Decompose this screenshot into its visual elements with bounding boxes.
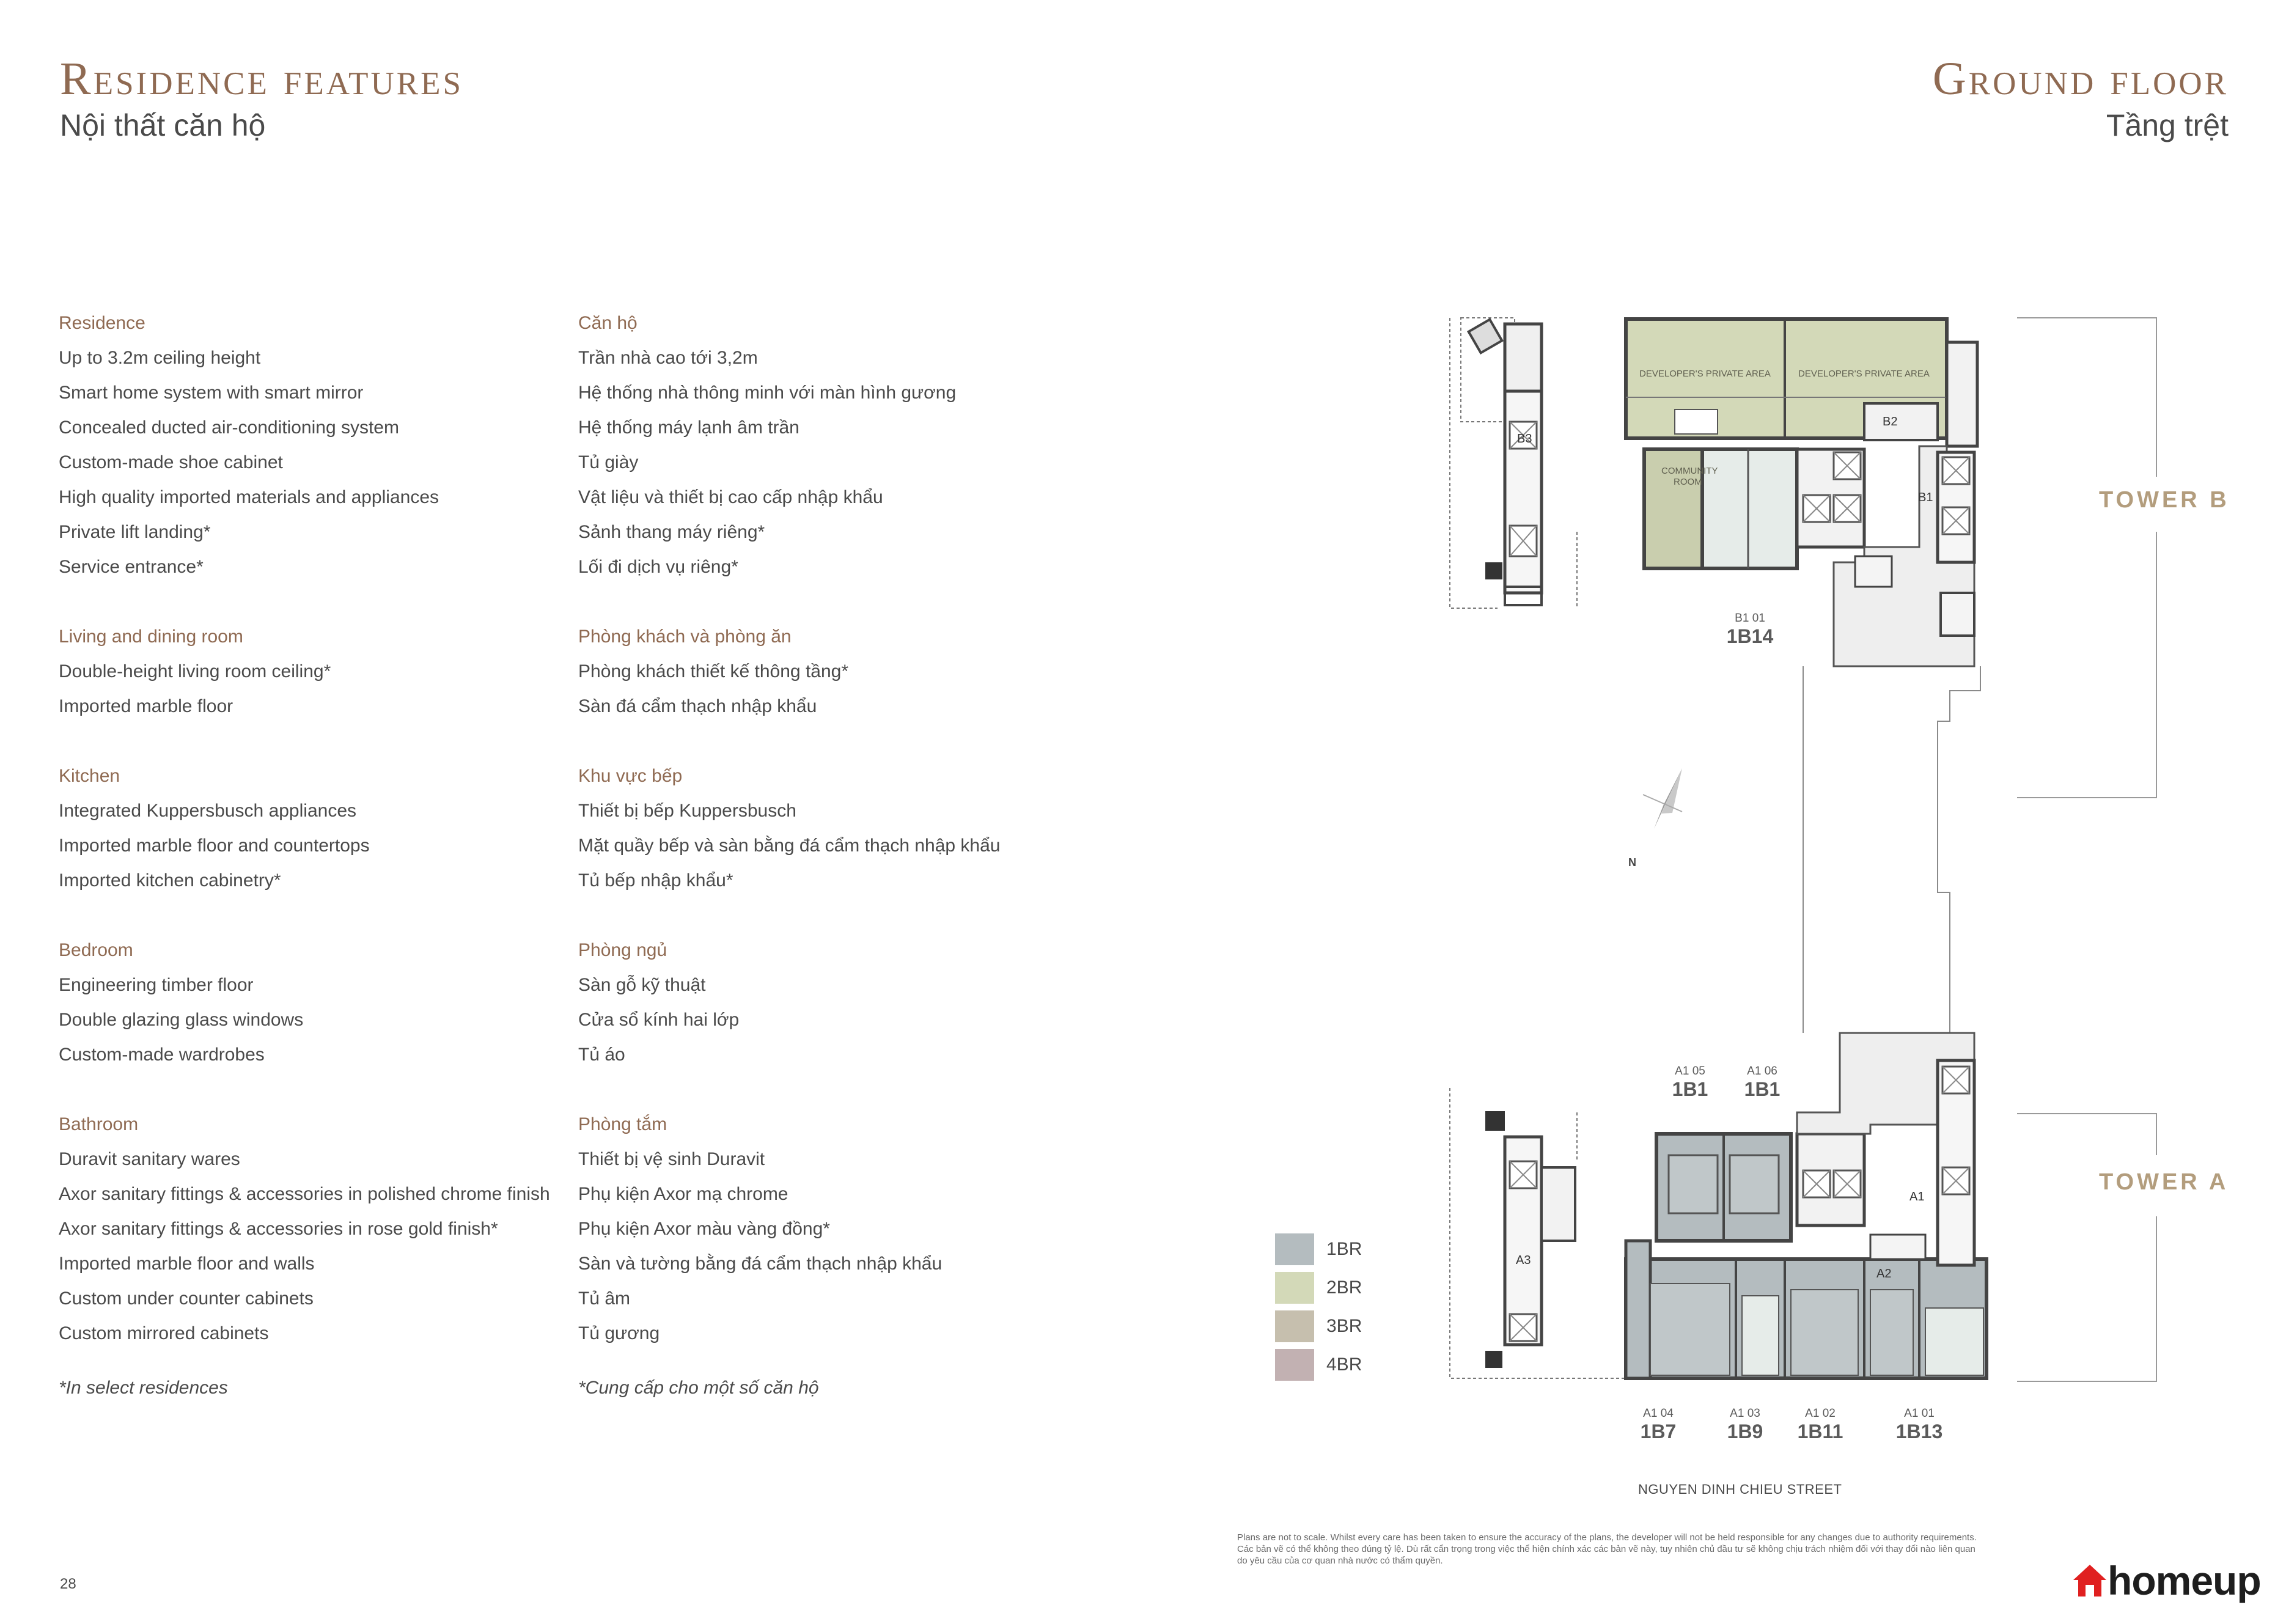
feature-item: Thiết bị vệ sinh Duravit	[578, 1149, 765, 1169]
feature-item: Smart home system with smart mirror	[59, 383, 364, 403]
feature-item: Imported marble floor and walls	[59, 1254, 315, 1274]
podium-outline	[1803, 666, 1980, 1033]
community-room-label: COMMUNITY	[1661, 466, 1718, 476]
feature-item: Concealed ducted air-conditioning system	[59, 417, 399, 438]
floor-subtitle: Tầng trệt	[2106, 108, 2229, 142]
feature-item: Integrated Kuppersbusch appliances	[59, 801, 357, 821]
footnote-english: *In select residences	[59, 1378, 228, 1398]
legend-swatch	[1275, 1272, 1314, 1304]
feature-item: Trần nhà cao tới 3,2m	[578, 348, 758, 368]
feature-item: Vật liệu và thiết bị cao cấp nhập khẩu	[578, 487, 883, 507]
feature-item: Custom under counter cabinets	[59, 1288, 314, 1309]
section-heading: Living and dining room	[59, 626, 243, 647]
legend-item	[1275, 1345, 1362, 1384]
feature-item: Axor sanitary fittings & accessories in rose gold finish*	[59, 1219, 498, 1239]
developer-area-label: DEVELOPER'S PRIVATE AREA	[1639, 369, 1771, 379]
legend-item	[1275, 1230, 1362, 1268]
unit-code-label: 1B9	[1727, 1420, 1763, 1442]
feature-item: Cửa sổ kính hai lớp	[578, 1010, 740, 1030]
legend-swatch	[1275, 1310, 1314, 1342]
street-label: NGUYEN DINH CHIEU STREET	[1638, 1482, 1842, 1497]
feature-item: Tủ gương	[578, 1323, 660, 1343]
disclaimer-line: Plans are not to scale. Whilst every care has been taken to ensure the accuracy of the plans, the developer will not be held responsible for any changes due to authority requirements.	[1237, 1532, 1977, 1543]
unit-id-label: A1 06	[1747, 1065, 1777, 1078]
compass-north-label: N	[1628, 856, 1636, 869]
tower-b-west-wing	[1461, 318, 1542, 605]
feature-item: Double glazing glass windows	[59, 1010, 304, 1030]
feature-item: Hệ thống nhà thông minh với màn hình gương	[578, 383, 957, 403]
plan-disclaimer	[1237, 1532, 2191, 1567]
core-b1-label: B1	[1918, 491, 1933, 504]
section-heading: Phòng khách và phòng ăn	[578, 626, 792, 647]
section-heading: Residence	[59, 313, 145, 333]
section-heading: Phòng tắm	[578, 1114, 667, 1134]
feature-item: Imported kitchen cabinetry*	[59, 870, 281, 891]
unit-id-label: A1 04	[1643, 1407, 1674, 1420]
feature-item: Tủ áo	[578, 1045, 625, 1065]
section-heading: Khu vực bếp	[578, 766, 683, 786]
tower-brackets	[2017, 318, 2156, 1381]
developer-area-label: DEVELOPER'S PRIVATE AREA	[1798, 369, 1930, 379]
feature-item: Custom mirrored cabinets	[59, 1323, 269, 1343]
feature-item: Tủ bếp nhập khẩu*	[578, 870, 733, 891]
unit-code-label: 1B1	[1744, 1078, 1781, 1100]
feature-item: Up to 3.2m ceiling height	[59, 348, 261, 368]
unit-id-label: A1 02	[1805, 1407, 1836, 1420]
unit-code-label: 1B14	[1726, 625, 1774, 647]
feature-item: Imported marble floor and countertops	[59, 836, 370, 856]
legend-swatch	[1275, 1233, 1314, 1265]
feature-item: Private lift landing*	[59, 522, 211, 542]
section-heading: Phòng ngủ	[578, 940, 667, 960]
legend-label: 1BR	[1326, 1238, 1362, 1259]
house-icon	[2072, 1563, 2108, 1598]
tower-a-west-wing	[1485, 1111, 1575, 1368]
floor-title: Ground floor	[1932, 53, 2229, 105]
footnote-vietnamese: *Cung cấp cho một số căn hộ	[578, 1378, 819, 1398]
unit-code-label: 1B11	[1797, 1420, 1843, 1442]
feature-item: Double-height living room ceiling*	[59, 661, 331, 682]
page-title: Residence features	[60, 53, 463, 105]
unit-code-label: 1B13	[1895, 1420, 1943, 1442]
legend-item	[1275, 1268, 1362, 1307]
unit-type-legend	[1275, 1230, 1362, 1384]
unit-code-label: 1B1	[1672, 1078, 1708, 1100]
feature-item: Sàn gỗ kỹ thuật	[578, 975, 706, 995]
disclaimer-line: Các bản vẽ có thể không theo đúng tỷ lệ. Dù rất cẩn trọng trong việc thể hiện chính xác các bản vẽ này, tuy nhiên chủ đầu tư sẽ không chịu trách nhiệm đối với thay đổi nào liên quan	[1237, 1544, 1975, 1554]
community-room-label: ROOM	[1674, 477, 1702, 487]
unit-id-label: B1 01	[1735, 612, 1765, 625]
compass-icon	[1643, 768, 1682, 829]
feature-item: Mặt quầy bếp và sàn bằng đá cẩm thạch nhập khẩu	[578, 836, 1001, 856]
feature-item: Phụ kiện Axor màu vàng đồng*	[578, 1219, 830, 1239]
unit-id-label: A1 03	[1730, 1407, 1760, 1420]
logo-text: homeup	[2108, 1558, 2261, 1603]
legend-label: 3BR	[1326, 1315, 1362, 1336]
feature-item: Duravit sanitary wares	[59, 1149, 240, 1169]
legend-label: 2BR	[1326, 1277, 1362, 1298]
legend-swatch	[1275, 1349, 1314, 1381]
tower-a-label: TOWER A	[2099, 1169, 2229, 1195]
section-heading: Bedroom	[59, 940, 133, 960]
feature-item: Axor sanitary fittings & accessories in polished chrome finish	[59, 1184, 550, 1204]
feature-item: Imported marble floor	[59, 696, 233, 716]
feature-item: Tủ giày	[578, 452, 639, 472]
core-a2-label: A2	[1876, 1267, 1892, 1280]
feature-item: Sàn đá cẩm thạch nhập khẩu	[578, 696, 817, 716]
disclaimer-line: do yêu cầu của cơ quan nhà nước có thẩm quyền.	[1237, 1556, 1443, 1566]
section-heading: Kitchen	[59, 766, 120, 786]
page-number: 28	[60, 1576, 76, 1592]
section-heading: Bathroom	[59, 1114, 139, 1134]
unit-id-label: A1 05	[1675, 1065, 1705, 1078]
feature-item: Phòng khách thiết kế thông tầng*	[578, 661, 849, 682]
feature-item: Sảnh thang máy riêng*	[578, 522, 765, 542]
feature-item: High quality imported materials and appliances	[59, 487, 439, 507]
feature-item: Custom-made wardrobes	[59, 1045, 265, 1065]
feature-item: Phụ kiện Axor mạ chrome	[578, 1184, 788, 1204]
feature-item: Tủ âm	[578, 1288, 631, 1309]
legend-label: 4BR	[1326, 1354, 1362, 1375]
tower-b-label: TOWER B	[2099, 487, 2230, 513]
unit-id-label: A1 01	[1904, 1407, 1935, 1420]
feature-item: Hệ thống máy lạnh âm trần	[578, 417, 799, 438]
feature-item: Service entrance*	[59, 557, 204, 577]
homeup-logo	[2072, 1557, 2261, 1604]
page-subtitle: Nội thất căn hộ	[60, 108, 266, 142]
core-b3-label: B3	[1517, 432, 1532, 446]
core-b2-label: B2	[1883, 415, 1898, 428]
feature-item: Lối đi dịch vụ riêng*	[578, 557, 738, 577]
section-heading: Căn hộ	[578, 313, 638, 333]
unit-code-label: 1B7	[1640, 1420, 1677, 1442]
feature-item: Sàn và tường bằng đá cẩm thạch nhập khẩu	[578, 1254, 943, 1274]
core-a1-label: A1	[1909, 1190, 1925, 1203]
legend-item	[1275, 1307, 1362, 1345]
feature-item: Custom-made shoe cabinet	[59, 452, 283, 472]
feature-item: Engineering timber floor	[59, 975, 254, 995]
feature-item: Thiết bị bếp Kuppersbusch	[578, 801, 796, 821]
core-a3-label: A3	[1516, 1254, 1531, 1267]
